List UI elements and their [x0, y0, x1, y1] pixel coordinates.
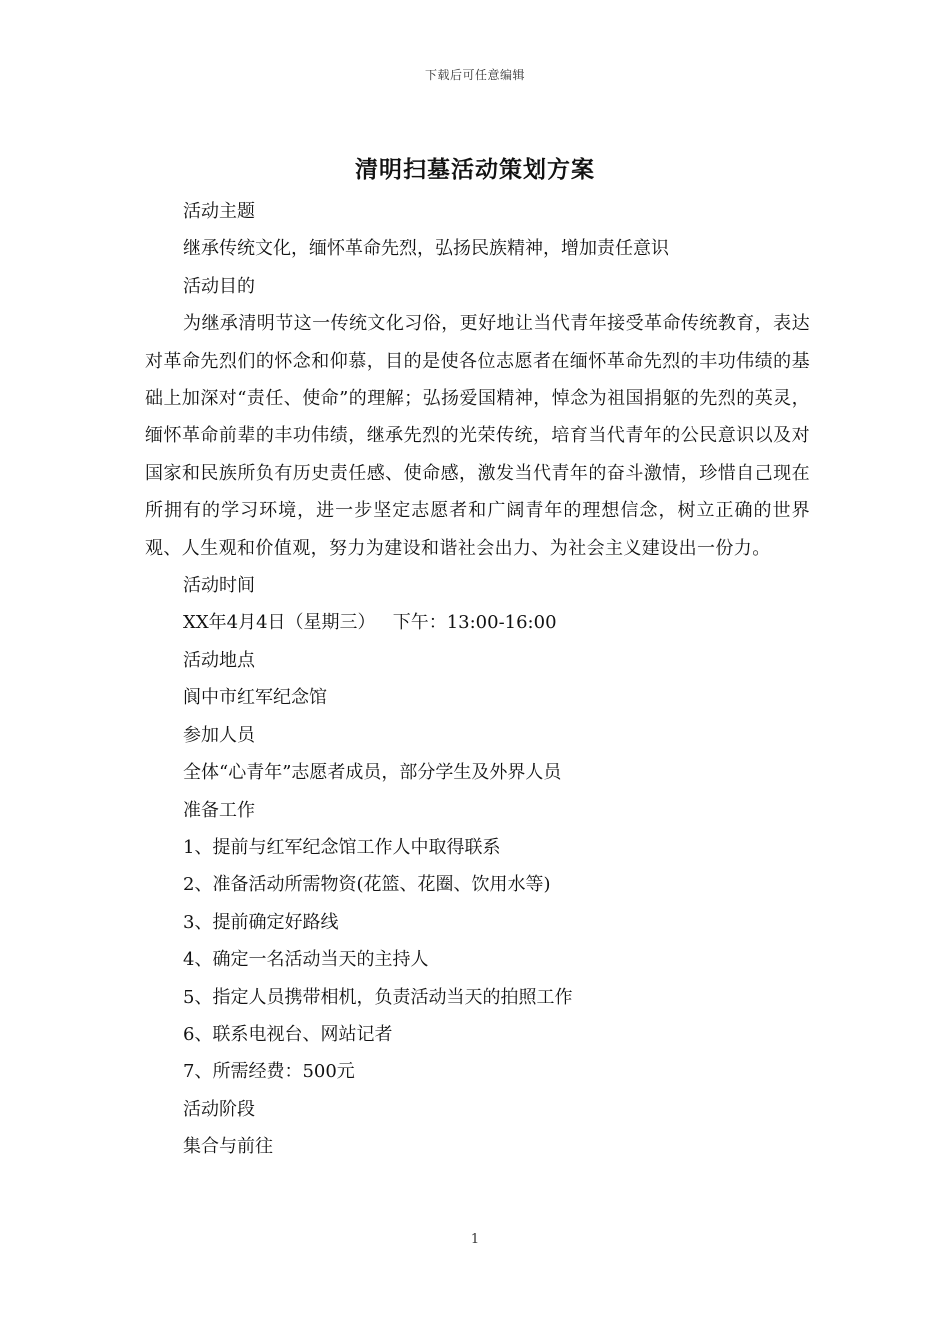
list-item: 6、联系电视台、网站记者 [183, 1023, 393, 1045]
section-heading-location: 活动地点 [183, 649, 255, 671]
paragraph-location: 阆中市红军纪念馆 [183, 687, 327, 709]
document-body [145, 193, 810, 1166]
section-heading-purpose: 活动目的 [183, 275, 255, 297]
list-item: 5、指定人员携带相机，负责活动当天的拍照工作 [183, 986, 573, 1008]
page-number: 1 [470, 1232, 480, 1247]
list-item: 7、所需经费：500元 [183, 1061, 355, 1083]
section-heading-participants: 参加人员 [183, 724, 255, 746]
paragraph-time: XX年4月4日（星期三） 下午：13:00-16:00 [183, 612, 557, 634]
header-note: 下载后可任意编辑 [424, 68, 525, 82]
section-heading-time: 活动时间 [183, 575, 255, 597]
paragraph-stage-gather: 集合与前往 [183, 1136, 273, 1158]
list-item: 2、准备活动所需物资(花篮、花圈、饮用水等) [183, 874, 551, 896]
list-item: 4、确定一名活动当天的主持人 [183, 949, 429, 971]
paragraph-participants: 全体“心青年”志愿者成员，部分学生及外界人员 [183, 762, 562, 784]
section-heading-stages: 活动阶段 [183, 1098, 255, 1120]
section-heading-theme: 活动主题 [183, 201, 255, 222]
list-item: 1、提前与红军纪念馆工作人中取得联系 [183, 836, 501, 858]
paragraph-theme: 继承传统文化，缅怀革命先烈，弘扬民族精神，增加责任意识 [183, 238, 669, 260]
list-item: 3、提前确定好路线 [183, 911, 339, 933]
section-heading-preparation: 准备工作 [183, 799, 255, 821]
document-title: 清明扫墓活动策划方案 [355, 156, 595, 183]
paragraph-purpose: 为继承清明节这一传统文化习俗，更好地让当代青年接受革命传统教育，表达对革命先烈们的怀念和仰慕，目的是使各位志愿者在缅怀革命先烈的丰功伟绩的基础上加深对“责任、使命”的理解；弘扬爱国精神，悼念为祖国捐躯的先烈的英灵，缅怀革命前辈的丰功伟绩，继承先烈的光荣传统，培育当代青年的公民意识以及对国家和民族所负有历史责任感、使命感，激发当代青年的奋斗激情，珍惜自己现在所拥有的学习环境，进一步坚定志愿者和广阔青年的理想信念，树立正确的世界观、人生观和价值观，努力为建设和谐社会出力、为社会主义建设出一份力。 [145, 313, 810, 559]
